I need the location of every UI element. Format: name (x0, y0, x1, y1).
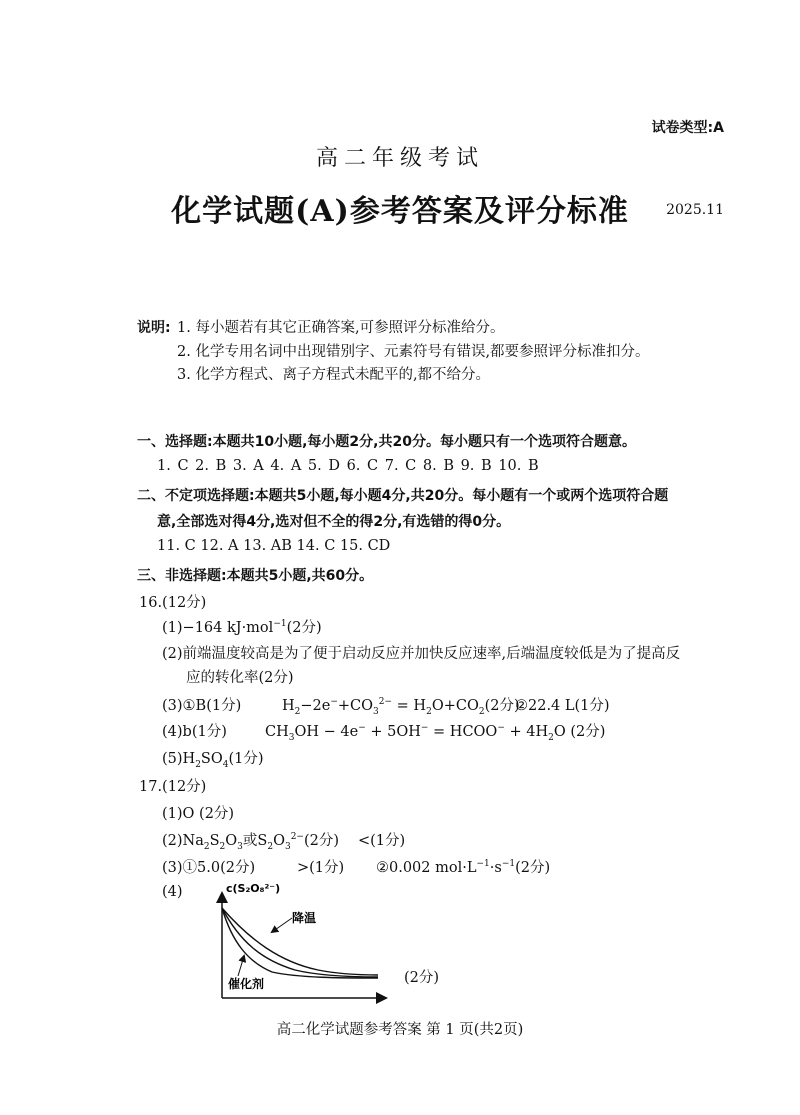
exam-date: 2025.11 (666, 202, 724, 218)
q16-part4: (4)b(1分) (162, 724, 227, 740)
notes-label: 说明: (137, 320, 171, 336)
section2-heading: 二、不定项选择题:本题共5小题,每小题4分,共20分。每小题有一个或两个选项符合题 (137, 488, 669, 504)
grade-exam-title: 高二年级考试 (315, 146, 484, 171)
y-axis-label: c(S₂O₈²⁻) (226, 882, 281, 895)
section2-answers: 11. C 12. A 13. AB 14. C 15. CD (157, 538, 391, 554)
page-footer: 高二化学试题参考答案 第 1 页(共2页) (276, 1022, 524, 1038)
section3-heading: 三、非选择题:本题共5小题,共60分。 (137, 568, 374, 584)
q16-part3-equation: $H_2-2e^-+CO_3^{2-} = H_2O+CO_2(2$分) (282, 697, 520, 717)
q17-part4-score: (2分) (404, 970, 440, 986)
q17-part1: (1)O (2分) (162, 806, 235, 822)
note-item: 3. 化学方程式、离子方程式未配平的,都不给分。 (177, 367, 491, 383)
section2-heading-cont: 意,全部选对得4分,选对但不全的得2分,有选错的得0分。 (157, 514, 511, 530)
label-cooling: 降温 (292, 911, 317, 925)
q17-part3: (3)①5.0(2分) (162, 860, 256, 876)
q16-part2: (2)前端温度较高是为了便于启动反应并加快反应速率,后端温度较低是为了提高反 (162, 646, 681, 662)
q16-part1: (1)−164 kJ·mol$^{-1}$(2分) (162, 619, 322, 636)
section1-heading: 一、选择题:本题共10小题,每小题2分,共20分。每小题只有一个选项符合题意。 (137, 434, 636, 450)
arrow-cooling (272, 918, 292, 932)
q16-part4-equation: $CH_3OH - 4e^- + 5OH^-$ = HCOO− + $4H_2O$ (2分) (265, 723, 606, 743)
page-title: 化学试题(A)参考答案及评分标准 (171, 194, 629, 229)
note-item: 1. 每小题若有其它正确答案,可参照评分标准给分。 (177, 320, 505, 336)
q17-label: 17.(12分) (139, 779, 207, 795)
q16-label: 16.(12分) (139, 595, 207, 611)
arrow-catalyst (238, 956, 244, 976)
q17-part2-b: <(1分) (358, 833, 406, 849)
q17-part4-label: (4) (162, 884, 183, 900)
q16-part2-cont: 应的转化率(2分) (186, 670, 294, 686)
q16-part5: $(5)H_2SO_4(1$分) (162, 751, 264, 770)
q17-part3-b: >(1分) (297, 860, 345, 876)
section1-answers: 1. C 2. B 3. A 4. A 5. D 6. C 7. C 8. B 9. B 10. B (157, 458, 539, 474)
note-item: 2. 化学专用名词中出现错别字、元素符号有错误,都要参照评分标准扣分。 (177, 344, 650, 360)
q16-part3: (3)①B(1分) (162, 698, 242, 714)
concentration-graph (200, 880, 390, 1005)
q16-part3-b: ②22.4 L(1分) (515, 698, 610, 714)
q17-part3-c: ②0.002 $mol\cdot L^{-1}\cdot s^{-1}(2$分) (376, 859, 551, 876)
label-catalyst: 催化剂 (228, 977, 265, 991)
q17-part2: $(2)Na_2S_2O_3$或$S_2O_3^{2-}(2$分) (162, 832, 340, 852)
paper-type: 试卷类型:A (651, 120, 724, 136)
